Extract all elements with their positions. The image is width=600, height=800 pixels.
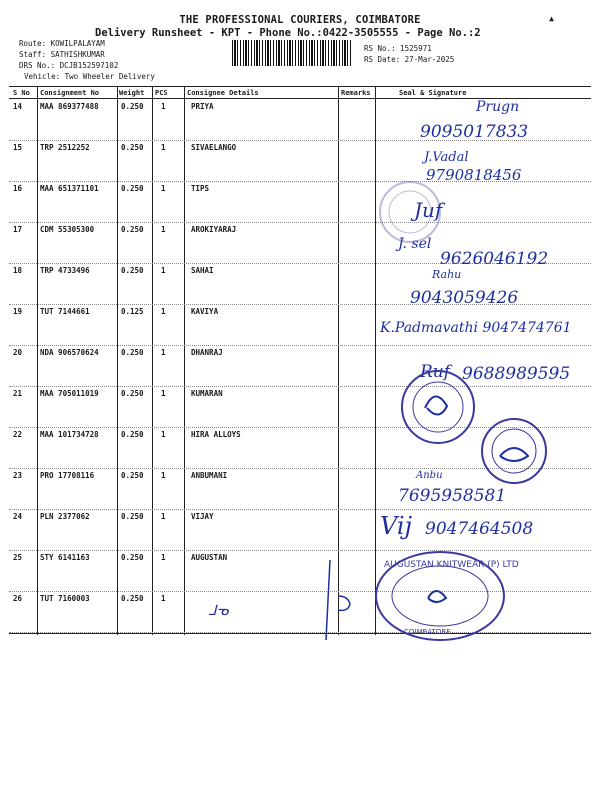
cell-pcs: 1 [161, 225, 166, 234]
cell-weight: 0.250 [121, 348, 144, 357]
cell-sno: 20 [13, 348, 23, 357]
cell-weight: 0.250 [121, 102, 144, 111]
cell-pcs: 1 [161, 348, 166, 357]
drs-number: DRS No.: DCJB152597102 [19, 61, 119, 70]
signature-row23: Anbu [416, 470, 443, 481]
cell-consignee: AUGUSTAN [191, 553, 228, 562]
cell-consignment: MAA 705011019 [40, 389, 99, 398]
seal-stamp-icon [380, 182, 443, 242]
handwritten-phone-7: 7695958581 [398, 486, 507, 506]
cell-sno: 17 [13, 225, 23, 234]
cell-pcs: 1 [161, 307, 166, 316]
cell-sno: 15 [13, 143, 23, 152]
cell-sno: 16 [13, 184, 23, 193]
cell-sno: 24 [13, 512, 23, 521]
seal-stamp-icon-3 [482, 419, 546, 483]
cell-weight: 0.250 [121, 512, 144, 521]
cell-consignment: NDA 906570624 [40, 348, 99, 357]
staff-label: Staff: SATHISHKUMAR [19, 50, 105, 59]
cell-consignee: DHANRAJ [191, 348, 223, 357]
signature-row18: Rahu [432, 268, 462, 281]
cell-consignee: TIPS [191, 184, 210, 193]
signature-row26: ᒧᓀ [208, 603, 229, 619]
cell-consignee: AROKIYARAJ [191, 225, 237, 234]
cell-consignee: VIJAY [191, 512, 214, 521]
cell-consignee: HIRA ALLOYS [191, 430, 241, 439]
handwritten-phone-6: 9688989595 [462, 364, 571, 384]
stamp-city: COIMBATORE [404, 628, 451, 636]
stamp-company: AUGUSTAN KNITWEAR (P) LTD [384, 560, 519, 570]
cell-pcs: 1 [161, 594, 166, 603]
handwritten-phone-8: 9047464508 [425, 519, 534, 539]
cell-consignee: KUMARAN [191, 389, 223, 398]
cell-consignment: MAA 651371101 [40, 184, 99, 193]
cell-consignment: TUT 7160003 [40, 594, 90, 603]
cell-sno: 18 [13, 266, 23, 275]
runsheet-title: THE PROFESSIONAL COURIERS, COIMBATORE [179, 14, 421, 26]
cell-sno: 26 [13, 594, 23, 603]
col-consignment: Consignment No [40, 89, 100, 97]
col-pcs: PCS [155, 89, 168, 97]
cell-consignment: TRP 2512252 [40, 143, 90, 152]
handwritten-phone-2: 9790818456 [426, 166, 522, 184]
cell-pcs: 1 [161, 512, 166, 521]
cell-sno: 22 [13, 430, 23, 439]
handwritten-name-1: J.Vadal [424, 150, 469, 165]
cell-consignment: CDM 55305300 [40, 225, 95, 234]
cell-consignee: PRIYA [191, 102, 214, 111]
cell-consignment: TRP 4733496 [40, 266, 90, 275]
handwritten-name-2: J. sel [398, 236, 432, 252]
signature-row14: Prugn [476, 99, 520, 115]
cell-pcs: 1 [161, 553, 166, 562]
signature-row16: Juf [414, 198, 443, 222]
cell-weight: 0.250 [121, 553, 144, 562]
cell-consignment: PRO 17708116 [40, 471, 95, 480]
col-sno: S No [13, 89, 30, 97]
cell-consignee: ANBUMANI [191, 471, 228, 480]
vehicle-label: Vehicle: Two Wheeler Delivery [24, 72, 155, 81]
col-consignee: Consignee Details [187, 89, 259, 97]
col-remarks: Remarks [341, 89, 371, 97]
handwritten-phone-5: K.Padmavathi 9047474761 [380, 320, 572, 336]
cell-sno: 21 [13, 389, 23, 398]
cell-consignment: MAA 101734728 [40, 430, 99, 439]
rs-date: RS Date: 27-Mar-2025 [364, 55, 455, 64]
cell-consignee: KAVIYA [191, 307, 219, 316]
runsheet-subtitle: Delivery Runsheet - KPT - Phone No.:0422-3505555 - Page No.:2 [95, 27, 481, 39]
cell-weight: 0.250 [121, 389, 144, 398]
cell-sno: 23 [13, 471, 23, 480]
cell-consignment: PLN 2377062 [40, 512, 90, 521]
cell-pcs: 1 [161, 184, 166, 193]
signature-row24: Vij [380, 512, 413, 540]
cell-weight: 0.250 [121, 143, 144, 152]
handwritten-phone-3: 9626046192 [440, 249, 549, 269]
cell-pcs: 1 [161, 389, 166, 398]
cell-weight: 0.250 [121, 471, 144, 480]
col-seal: Seal & Signature [399, 89, 467, 97]
cell-pcs: 1 [161, 102, 166, 111]
handwritten-phone-4: 9043059426 [410, 288, 519, 308]
handwritten-phone-1: 9095017833 [420, 122, 529, 142]
cell-weight: 0.250 [121, 594, 144, 603]
cell-pcs: 1 [161, 143, 166, 152]
cell-consignment: TUT 7144661 [40, 307, 90, 316]
cell-weight: 0.250 [121, 225, 144, 234]
cell-sno: 19 [13, 307, 23, 316]
seal-stamp-icon-2 [402, 371, 474, 443]
cell-pcs: 1 [161, 471, 166, 480]
caret-up-icon: ▲ [549, 14, 554, 23]
cell-consignment: STY 6141163 [40, 553, 90, 562]
cell-weight: 0.250 [121, 184, 144, 193]
cell-sno: 14 [13, 102, 23, 111]
cell-weight: 0.250 [121, 430, 144, 439]
cell-weight: 0.125 [121, 307, 144, 316]
rs-number: RS No.: 1525971 [364, 44, 432, 53]
cell-sno: 25 [13, 553, 23, 562]
cell-consignment: MAA 869377488 [40, 102, 99, 111]
cell-pcs: 1 [161, 266, 166, 275]
signature-row20: Ruf [420, 362, 451, 382]
cell-consignee: SAHAI [191, 266, 214, 275]
cell-consignee: SIVAELANGO [191, 143, 237, 152]
cell-pcs: 1 [161, 430, 166, 439]
cell-weight: 0.250 [121, 266, 144, 275]
col-weight: Weight [119, 89, 145, 97]
route-label: Route: KOWILPALAYAM [19, 39, 105, 48]
